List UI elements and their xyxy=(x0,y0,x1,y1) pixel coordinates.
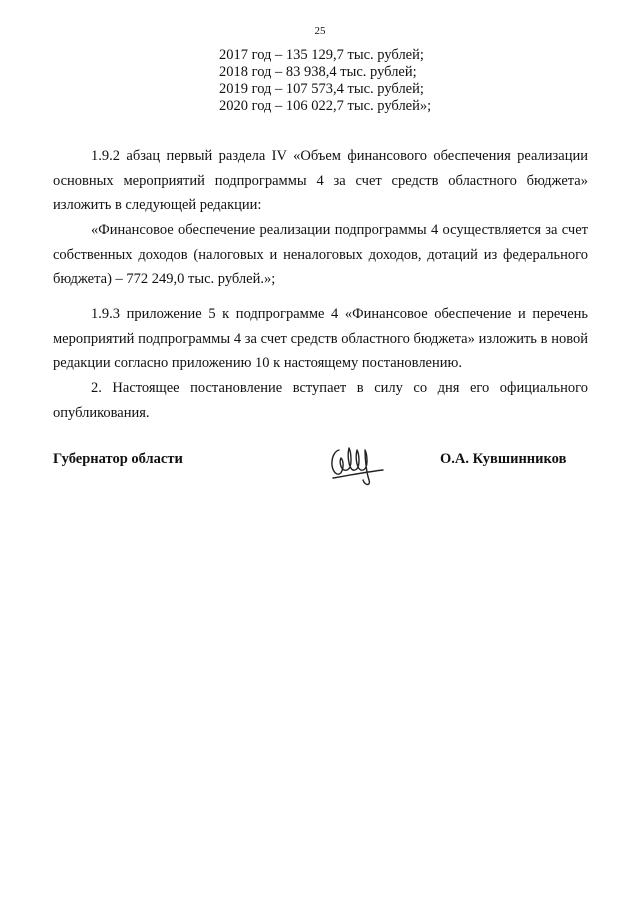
signature-block xyxy=(53,448,588,508)
budget-lines xyxy=(219,47,431,115)
paragraph-financing-quote: «Финансовое обеспечение реализации подпрограммы 4 осуществляется за счет собственных доходов (налоговых и неналоговых доходов, дотаций из федерального бюджета) – 772 249,0 тыс. рублей.»; xyxy=(53,222,588,287)
budget-line-2018: 2018 год – 83 938,4 тыс. рублей; xyxy=(219,64,417,80)
budget-line-2020: 2020 год – 106 022,7 тыс. рублей»; xyxy=(219,98,432,114)
page-number: 25 xyxy=(314,25,326,37)
paragraph-effective-date: 2. Настоящее постановление вступает в силу со дня его официального опубликования. xyxy=(53,380,588,421)
budget-line-2017: 2017 год – 135 129,7 тыс. рублей; xyxy=(219,47,424,63)
signatory-name: О.А. Кувшинников xyxy=(440,451,567,467)
paragraph-1-9-2: 1.9.2 абзац первый раздела IV «Объем финансового обеспечения реализации основных мероприятий подпрограммы 4 за счет средств областного бюджета» изложить в следующей редакции: xyxy=(53,148,588,213)
budget-line-2019: 2019 год – 107 573,4 тыс. рублей; xyxy=(219,81,424,97)
signatory-title: Губернатор области xyxy=(53,451,183,467)
paragraph-1-9-3: 1.9.3 приложение 5 к подпрограмме 4 «Финансовое обеспечение и перечень мероприятий подпрограммы 4 за счет средств областного бюджета» изложить в новой редакции согласно приложению 10 к настоящему постановлению. xyxy=(53,306,588,371)
handwritten-signature-icon xyxy=(325,440,387,488)
